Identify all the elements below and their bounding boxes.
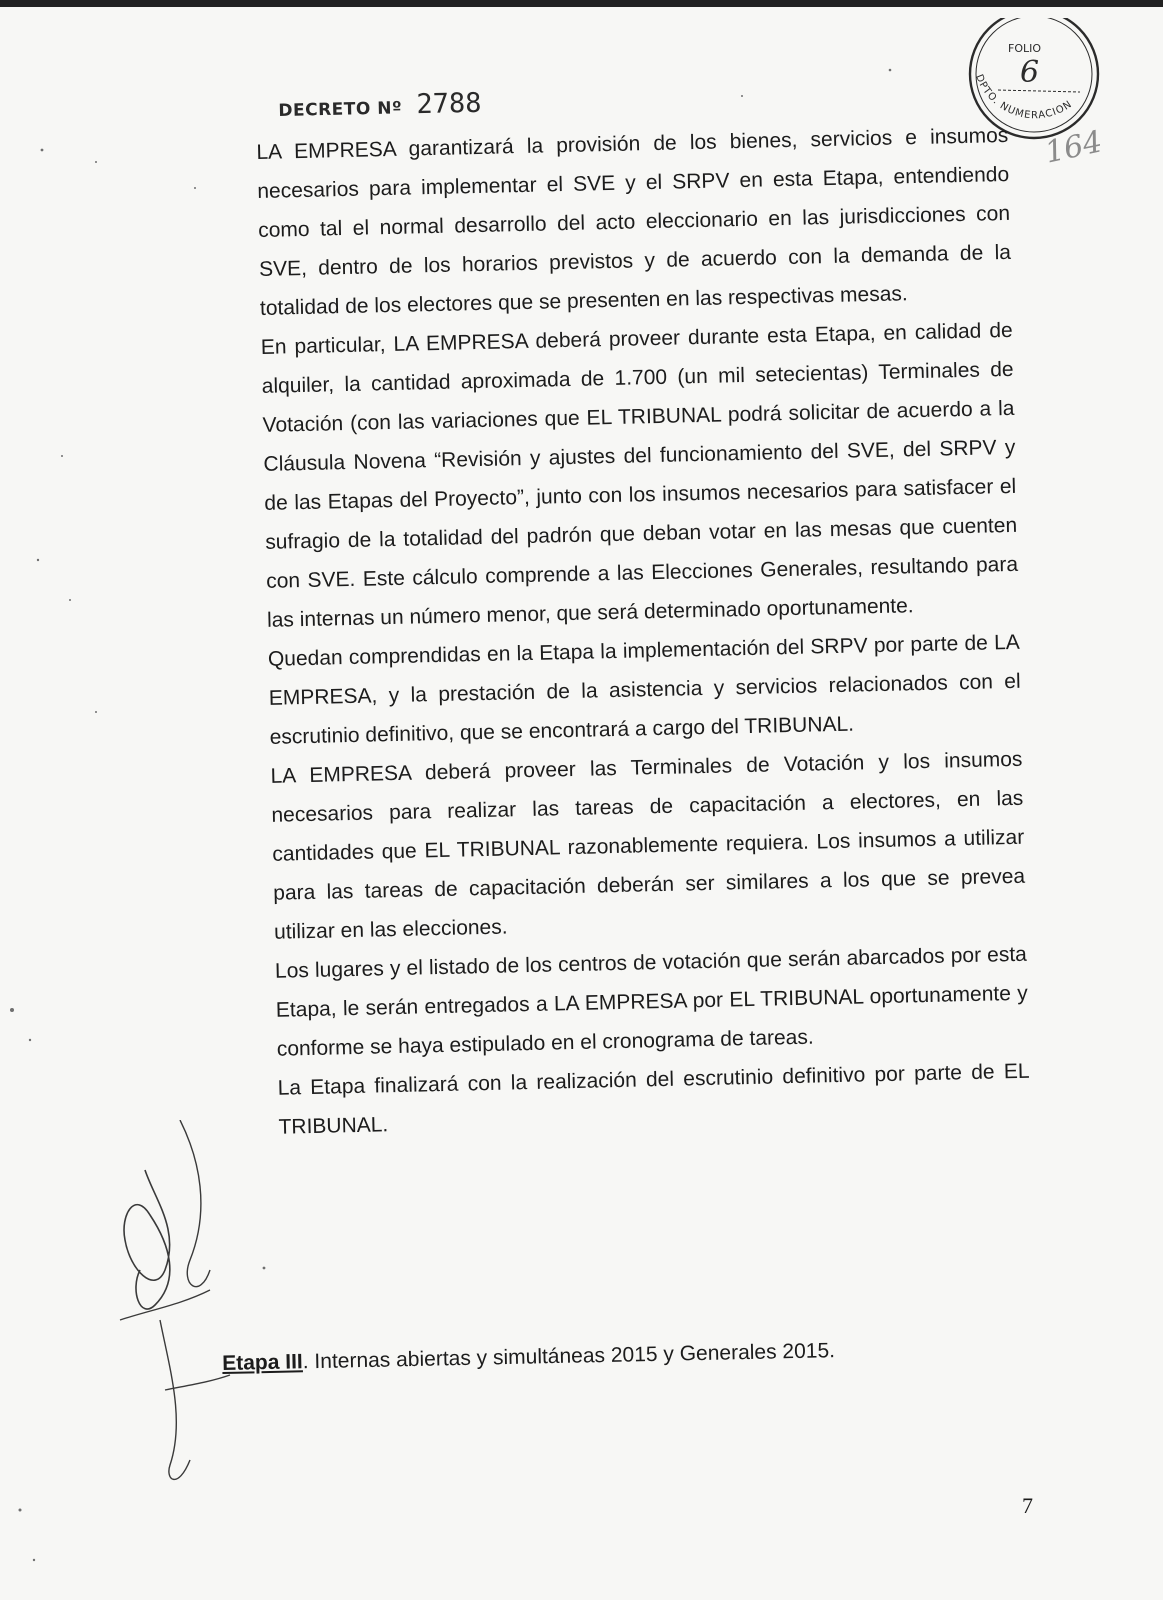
handwritten-marginal-number: 164: [1041, 124, 1106, 171]
page-number: 7: [1022, 1493, 1033, 1518]
section-heading-label: Etapa III: [222, 1350, 303, 1375]
handwritten-signature: [60, 1120, 260, 1520]
paragraph: LA EMPRESA garantizará la provisión de los bienes, servicios e insumos necesarios para implementar el SVE y el SRPV en esta Etapa, entendiendo como tal el normal desarrollo del acto eleccionario en las jurisdicciones con SVE, dentro de los horarios previstos y de acuerdo con la demanda de la totalidad de los electores que se presenten en las respectivas mesas.: [256, 123, 1012, 320]
decreto-number: 2788: [416, 87, 482, 121]
dept-label: DPTO. NUMERACION: [973, 72, 1075, 122]
paragraph: La Etapa finalizará con la realización del escrutinio definitivo por parte de EL TRIBUNAL.: [277, 1059, 1030, 1139]
section-heading: [222, 1339, 835, 1376]
paragraph: Quedan comprendidas en la Etapa la implementación del SRPV por parte de LA EMPRESA, y la prestación de la asistencia y servicios relacionados con el escrutinio definitivo, que se encontrará a cargo del TRIBUNAL.: [267, 630, 1021, 749]
scan-top-edge: [0, 0, 1163, 7]
section-heading-text: . Internas abiertas y simultáneas 2015 y Generales 2015.: [302, 1339, 836, 1374]
paragraph: LA EMPRESA deberá proveer las Terminales de Votación y los insumos necesarios para realizar las tareas de capacitación a electores, en las cantidades que EL TRIBUNAL razonablemente requiera. Los insumos a utilizar para las tareas de capacitación deberán ser similares a los que se prevea utilizar en las elecciones.: [270, 747, 1026, 944]
paragraph: En particular, LA EMPRESA deberá proveer durante esta Etapa, en calidad de alquiler, la cantidad aproximada de 1.700 (un mil setecientas) Terminales de Votación (con las variaciones que EL TRIBUNAL podrá solicitar de acuerdo a la Cláusula Novena “Revisión y ajustes del funcionamiento del SVE, del SRPV y de las Etapas del Proyecto”, junto con los insumos necesarios para satisfacer el sufragio de la totalidad del padrón que deban votar en las mesas que cuenten con SVE. Este cálculo comprende a las Elecciones Generales, resultando para las internas un número menor, que será determinado oportunamente.: [260, 318, 1019, 632]
decreto-header: [278, 88, 482, 123]
folio-number: 6: [1020, 55, 1040, 90]
folio-label: FOLIO: [1008, 42, 1042, 55]
paragraph: Los lugares y el listado de los centros de votación que serán abarcados por esta Etapa, le serán entregados a LA EMPRESA por EL TRIBUNAL oportunamente y conforme se haya estipulado en el cronograma de tareas.: [274, 942, 1028, 1061]
decreto-label: DECRETO Nº: [278, 98, 403, 121]
body-text: [256, 116, 1031, 1147]
